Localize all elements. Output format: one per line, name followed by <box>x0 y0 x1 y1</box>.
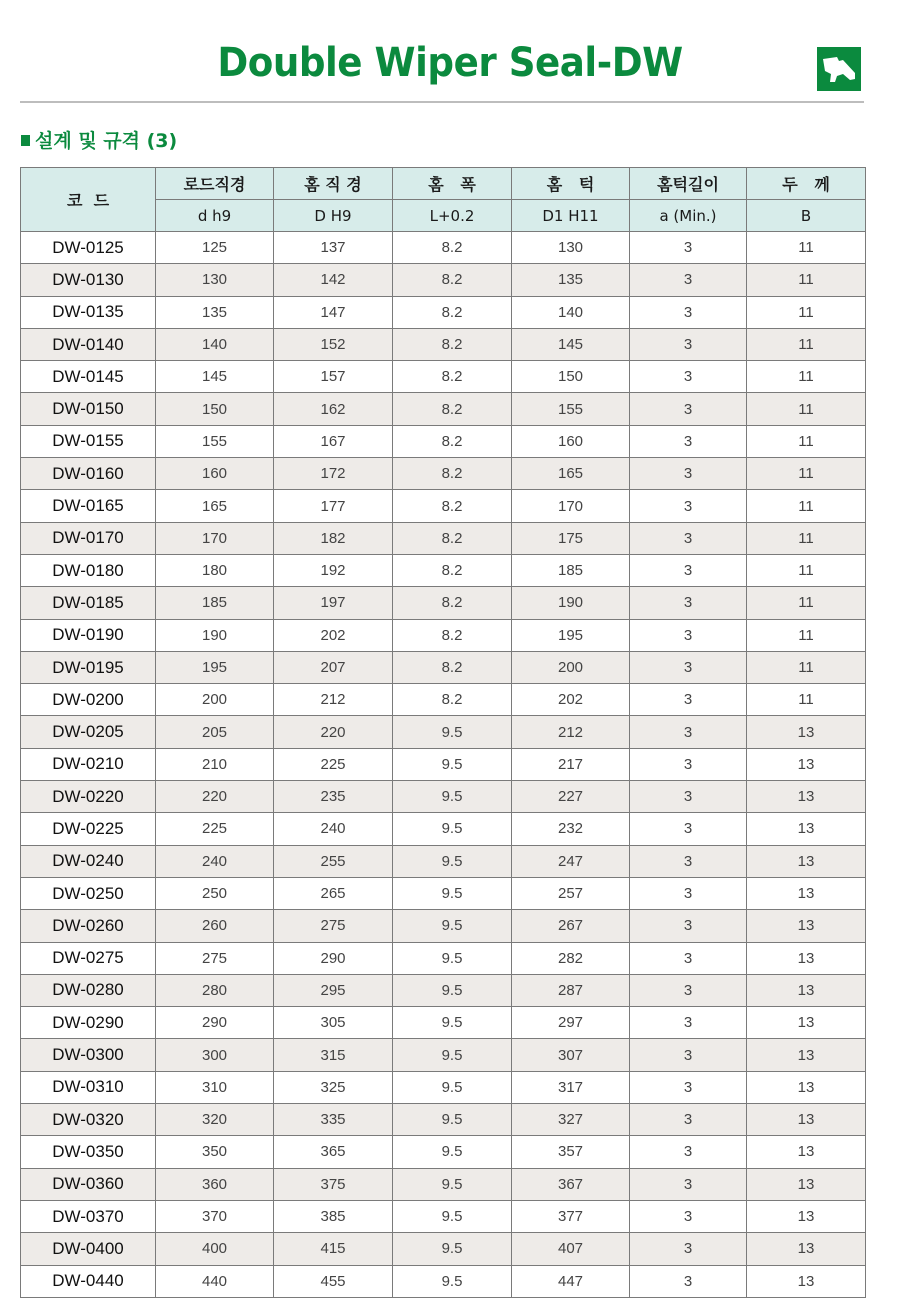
cell-groove-width: 8.2 <box>393 587 512 619</box>
cell-thickness: 11 <box>747 264 866 296</box>
cell-groove-diameter: 220 <box>274 716 393 748</box>
table-row <box>21 587 866 619</box>
cell-code: DW-0130 <box>21 264 156 296</box>
cell-groove-diameter: 207 <box>274 651 393 683</box>
cell-step-length: 3 <box>630 942 747 974</box>
cell-code: DW-0185 <box>21 587 156 619</box>
cell-thickness: 13 <box>747 1168 866 1200</box>
cell-groove-diameter: 385 <box>274 1200 393 1232</box>
cell-code: DW-0165 <box>21 490 156 522</box>
cell-code: DW-0125 <box>21 232 156 264</box>
cell-code: DW-0310 <box>21 1071 156 1103</box>
cell-thickness: 11 <box>747 522 866 554</box>
cell-thickness: 13 <box>747 1007 866 1039</box>
cell-groove-step: 165 <box>512 458 630 490</box>
table-body <box>21 232 866 1298</box>
cell-groove-step: 140 <box>512 296 630 328</box>
table-row <box>21 361 866 393</box>
cell-step-length: 3 <box>630 684 747 716</box>
page-title: Double Wiper Seal-DW <box>217 40 683 86</box>
table-row <box>21 942 866 974</box>
cell-code: DW-0135 <box>21 296 156 328</box>
table-row <box>21 1233 866 1265</box>
cell-groove-diameter: 177 <box>274 490 393 522</box>
cell-thickness: 11 <box>747 651 866 683</box>
table-row <box>21 522 866 554</box>
cell-code: DW-0320 <box>21 1104 156 1136</box>
cell-groove-step: 195 <box>512 619 630 651</box>
cell-groove-step: 135 <box>512 264 630 296</box>
cell-step-length: 3 <box>630 554 747 586</box>
seal-profile-icon <box>817 47 861 91</box>
table-row <box>21 1104 866 1136</box>
table-row <box>21 877 866 909</box>
header-groove-diameter: 홈 직 경 <box>274 168 393 200</box>
cell-step-length: 3 <box>630 619 747 651</box>
cell-groove-width: 8.2 <box>393 232 512 264</box>
cell-thickness: 11 <box>747 393 866 425</box>
header-row-top <box>21 168 866 200</box>
header-sub-B: B <box>747 200 866 232</box>
table-row <box>21 1007 866 1039</box>
cell-step-length: 3 <box>630 651 747 683</box>
cell-step-length: 3 <box>630 587 747 619</box>
cell-groove-step: 130 <box>512 232 630 264</box>
cell-groove-diameter: 142 <box>274 264 393 296</box>
cell-groove-width: 9.5 <box>393 1039 512 1071</box>
table-row <box>21 748 866 780</box>
cell-groove-width: 9.5 <box>393 1104 512 1136</box>
cell-rod-diameter: 125 <box>156 232 274 264</box>
cell-code: DW-0145 <box>21 361 156 393</box>
cell-thickness: 13 <box>747 1200 866 1232</box>
cell-step-length: 3 <box>630 1233 747 1265</box>
cell-step-length: 3 <box>630 1136 747 1168</box>
cell-groove-diameter: 315 <box>274 1039 393 1071</box>
cell-groove-step: 217 <box>512 748 630 780</box>
cell-groove-diameter: 275 <box>274 910 393 942</box>
cell-groove-width: 9.5 <box>393 1071 512 1103</box>
cell-groove-width: 9.5 <box>393 716 512 748</box>
cell-rod-diameter: 320 <box>156 1104 274 1136</box>
cell-groove-width: 8.2 <box>393 490 512 522</box>
cell-groove-step: 297 <box>512 1007 630 1039</box>
cell-groove-diameter: 162 <box>274 393 393 425</box>
cell-step-length: 3 <box>630 845 747 877</box>
header-sub-a-min: a (Min.) <box>630 200 747 232</box>
cell-rod-diameter: 165 <box>156 490 274 522</box>
cell-code: DW-0440 <box>21 1265 156 1297</box>
header-sub-L: L+0.2 <box>393 200 512 232</box>
cell-step-length: 3 <box>630 522 747 554</box>
cell-code: DW-0180 <box>21 554 156 586</box>
cell-rod-diameter: 290 <box>156 1007 274 1039</box>
cell-code: DW-0290 <box>21 1007 156 1039</box>
cell-groove-width: 8.2 <box>393 458 512 490</box>
cell-groove-width: 8.2 <box>393 522 512 554</box>
cell-step-length: 3 <box>630 781 747 813</box>
header-sub-D1-H11: D1 H11 <box>512 200 630 232</box>
cell-step-length: 3 <box>630 716 747 748</box>
cell-thickness: 11 <box>747 328 866 360</box>
cell-rod-diameter: 190 <box>156 619 274 651</box>
cell-thickness: 11 <box>747 490 866 522</box>
cell-thickness: 13 <box>747 910 866 942</box>
cell-step-length: 3 <box>630 328 747 360</box>
header-sub-d-h9: d h9 <box>156 200 274 232</box>
cell-groove-step: 287 <box>512 974 630 1006</box>
cell-thickness: 13 <box>747 813 866 845</box>
cell-thickness: 13 <box>747 1136 866 1168</box>
table-row <box>21 651 866 683</box>
cell-groove-diameter: 172 <box>274 458 393 490</box>
cell-rod-diameter: 205 <box>156 716 274 748</box>
cell-rod-diameter: 275 <box>156 942 274 974</box>
cell-rod-diameter: 160 <box>156 458 274 490</box>
cell-code: DW-0205 <box>21 716 156 748</box>
cell-rod-diameter: 225 <box>156 813 274 845</box>
cell-groove-diameter: 225 <box>274 748 393 780</box>
cell-groove-diameter: 212 <box>274 684 393 716</box>
table-row <box>21 296 866 328</box>
table-row <box>21 684 866 716</box>
cell-thickness: 13 <box>747 1039 866 1071</box>
cell-code: DW-0220 <box>21 781 156 813</box>
table-row <box>21 845 866 877</box>
cell-rod-diameter: 400 <box>156 1233 274 1265</box>
cell-step-length: 3 <box>630 1007 747 1039</box>
cell-groove-diameter: 255 <box>274 845 393 877</box>
cell-groove-step: 145 <box>512 328 630 360</box>
table-row <box>21 1071 866 1103</box>
cell-rod-diameter: 260 <box>156 910 274 942</box>
cell-groove-width: 9.5 <box>393 781 512 813</box>
table-row <box>21 1039 866 1071</box>
cell-rod-diameter: 280 <box>156 974 274 1006</box>
table-row <box>21 490 866 522</box>
cell-groove-diameter: 325 <box>274 1071 393 1103</box>
table-row <box>21 813 866 845</box>
cell-rod-diameter: 150 <box>156 393 274 425</box>
table-row <box>21 716 866 748</box>
cell-thickness: 13 <box>747 1265 866 1297</box>
cell-groove-width: 8.2 <box>393 393 512 425</box>
cell-groove-diameter: 365 <box>274 1136 393 1168</box>
cell-groove-step: 232 <box>512 813 630 845</box>
cell-step-length: 3 <box>630 232 747 264</box>
cell-groove-step: 267 <box>512 910 630 942</box>
cell-groove-step: 447 <box>512 1265 630 1297</box>
cell-code: DW-0150 <box>21 393 156 425</box>
cell-step-length: 3 <box>630 974 747 1006</box>
cell-rod-diameter: 350 <box>156 1136 274 1168</box>
cell-groove-step: 247 <box>512 845 630 877</box>
cell-groove-diameter: 157 <box>274 361 393 393</box>
cell-code: DW-0350 <box>21 1136 156 1168</box>
cell-step-length: 3 <box>630 1039 747 1071</box>
cell-groove-width: 8.2 <box>393 328 512 360</box>
cell-groove-diameter: 240 <box>274 813 393 845</box>
cell-code: DW-0170 <box>21 522 156 554</box>
cell-groove-step: 327 <box>512 1104 630 1136</box>
cell-thickness: 13 <box>747 1104 866 1136</box>
table-row <box>21 264 866 296</box>
cell-code: DW-0275 <box>21 942 156 974</box>
cell-groove-diameter: 202 <box>274 619 393 651</box>
cell-step-length: 3 <box>630 393 747 425</box>
cell-groove-step: 202 <box>512 684 630 716</box>
cell-thickness: 11 <box>747 587 866 619</box>
cell-groove-width: 8.2 <box>393 264 512 296</box>
cell-groove-step: 155 <box>512 393 630 425</box>
table-row <box>21 232 866 264</box>
header-thickness: 두 께 <box>747 168 866 200</box>
cell-groove-width: 9.5 <box>393 877 512 909</box>
bullet-square-icon <box>21 135 30 146</box>
cell-thickness: 11 <box>747 425 866 457</box>
cell-code: DW-0300 <box>21 1039 156 1071</box>
cell-step-length: 3 <box>630 1265 747 1297</box>
cell-groove-width: 8.2 <box>393 361 512 393</box>
cell-groove-diameter: 152 <box>274 328 393 360</box>
cell-code: DW-0370 <box>21 1200 156 1232</box>
cell-step-length: 3 <box>630 458 747 490</box>
cell-groove-step: 185 <box>512 554 630 586</box>
cell-groove-width: 9.5 <box>393 942 512 974</box>
cell-rod-diameter: 240 <box>156 845 274 877</box>
cell-code: DW-0260 <box>21 910 156 942</box>
cell-groove-step: 200 <box>512 651 630 683</box>
cell-groove-diameter: 265 <box>274 877 393 909</box>
cell-groove-diameter: 137 <box>274 232 393 264</box>
cell-groove-width: 9.5 <box>393 748 512 780</box>
cell-rod-diameter: 210 <box>156 748 274 780</box>
cell-groove-width: 8.2 <box>393 296 512 328</box>
cell-rod-diameter: 145 <box>156 361 274 393</box>
cell-groove-diameter: 235 <box>274 781 393 813</box>
cell-groove-step: 170 <box>512 490 630 522</box>
cell-code: DW-0155 <box>21 425 156 457</box>
cell-groove-diameter: 147 <box>274 296 393 328</box>
cell-groove-diameter: 182 <box>274 522 393 554</box>
cell-groove-diameter: 335 <box>274 1104 393 1136</box>
cell-code: DW-0360 <box>21 1168 156 1200</box>
cell-groove-diameter: 295 <box>274 974 393 1006</box>
cell-thickness: 11 <box>747 232 866 264</box>
cell-step-length: 3 <box>630 748 747 780</box>
cell-rod-diameter: 180 <box>156 554 274 586</box>
cell-step-length: 3 <box>630 1104 747 1136</box>
header-sub-D-H9: D H9 <box>274 200 393 232</box>
cell-rod-diameter: 135 <box>156 296 274 328</box>
cell-groove-step: 257 <box>512 877 630 909</box>
table-row <box>21 458 866 490</box>
cell-groove-step: 357 <box>512 1136 630 1168</box>
cell-groove-diameter: 192 <box>274 554 393 586</box>
cell-rod-diameter: 250 <box>156 877 274 909</box>
cell-rod-diameter: 195 <box>156 651 274 683</box>
header-groove-step: 홈 턱 <box>512 168 630 200</box>
cell-groove-diameter: 305 <box>274 1007 393 1039</box>
cell-groove-step: 160 <box>512 425 630 457</box>
cell-rod-diameter: 370 <box>156 1200 274 1232</box>
cell-step-length: 3 <box>630 1200 747 1232</box>
cell-groove-width: 9.5 <box>393 1168 512 1200</box>
cell-rod-diameter: 185 <box>156 587 274 619</box>
cell-groove-step: 307 <box>512 1039 630 1071</box>
table-row <box>21 781 866 813</box>
cell-rod-diameter: 300 <box>156 1039 274 1071</box>
cell-thickness: 13 <box>747 716 866 748</box>
cell-rod-diameter: 130 <box>156 264 274 296</box>
table-row <box>21 1200 866 1232</box>
cell-groove-diameter: 290 <box>274 942 393 974</box>
cell-groove-step: 227 <box>512 781 630 813</box>
cell-groove-width: 9.5 <box>393 1136 512 1168</box>
cell-groove-step: 175 <box>512 522 630 554</box>
cell-groove-width: 8.2 <box>393 684 512 716</box>
cell-groove-diameter: 375 <box>274 1168 393 1200</box>
cell-thickness: 13 <box>747 974 866 1006</box>
cell-code: DW-0195 <box>21 651 156 683</box>
table-row <box>21 619 866 651</box>
header-rod-diameter: 로드직경 <box>156 168 274 200</box>
table-row <box>21 1265 866 1297</box>
cell-step-length: 3 <box>630 1071 747 1103</box>
cell-groove-width: 9.5 <box>393 1007 512 1039</box>
cell-groove-width: 8.2 <box>393 619 512 651</box>
cell-groove-width: 9.5 <box>393 974 512 1006</box>
spec-table <box>20 167 866 1298</box>
table-row <box>21 393 866 425</box>
cell-groove-step: 317 <box>512 1071 630 1103</box>
cell-thickness: 11 <box>747 296 866 328</box>
cell-groove-step: 367 <box>512 1168 630 1200</box>
cell-step-length: 3 <box>630 490 747 522</box>
cell-rod-diameter: 360 <box>156 1168 274 1200</box>
cell-thickness: 13 <box>747 748 866 780</box>
table-row <box>21 425 866 457</box>
cell-step-length: 3 <box>630 1168 747 1200</box>
cell-step-length: 3 <box>630 425 747 457</box>
cell-groove-diameter: 415 <box>274 1233 393 1265</box>
cell-groove-diameter: 455 <box>274 1265 393 1297</box>
cell-step-length: 3 <box>630 296 747 328</box>
cell-code: DW-0210 <box>21 748 156 780</box>
cell-groove-step: 377 <box>512 1200 630 1232</box>
title-divider <box>20 101 864 103</box>
cell-code: DW-0250 <box>21 877 156 909</box>
cell-step-length: 3 <box>630 877 747 909</box>
cell-rod-diameter: 200 <box>156 684 274 716</box>
cell-groove-step: 212 <box>512 716 630 748</box>
cell-groove-width: 9.5 <box>393 1233 512 1265</box>
table-row <box>21 1168 866 1200</box>
cell-rod-diameter: 440 <box>156 1265 274 1297</box>
cell-code: DW-0200 <box>21 684 156 716</box>
section-heading <box>21 126 177 153</box>
cell-groove-diameter: 167 <box>274 425 393 457</box>
cell-thickness: 11 <box>747 554 866 586</box>
cell-rod-diameter: 140 <box>156 328 274 360</box>
cell-groove-step: 150 <box>512 361 630 393</box>
cell-code: DW-0140 <box>21 328 156 360</box>
cell-groove-width: 9.5 <box>393 813 512 845</box>
cell-groove-width: 9.5 <box>393 1200 512 1232</box>
table-row <box>21 910 866 942</box>
cell-rod-diameter: 170 <box>156 522 274 554</box>
cell-groove-width: 8.2 <box>393 425 512 457</box>
cell-thickness: 11 <box>747 361 866 393</box>
table-row <box>21 328 866 360</box>
cell-step-length: 3 <box>630 361 747 393</box>
cell-groove-width: 9.5 <box>393 845 512 877</box>
header-code: 코 드 <box>21 168 156 232</box>
table-row <box>21 1136 866 1168</box>
cell-thickness: 13 <box>747 781 866 813</box>
cell-step-length: 3 <box>630 910 747 942</box>
cell-thickness: 13 <box>747 877 866 909</box>
cell-groove-width: 8.2 <box>393 554 512 586</box>
cell-groove-width: 9.5 <box>393 1265 512 1297</box>
cell-step-length: 3 <box>630 264 747 296</box>
cell-code: DW-0190 <box>21 619 156 651</box>
table-row <box>21 554 866 586</box>
cell-groove-step: 407 <box>512 1233 630 1265</box>
cell-groove-width: 9.5 <box>393 910 512 942</box>
section-title: 설계 및 규격 (3) <box>35 130 178 152</box>
header-step-length: 홈턱길이 <box>630 168 747 200</box>
cell-groove-step: 190 <box>512 587 630 619</box>
cell-rod-diameter: 220 <box>156 781 274 813</box>
cell-thickness: 13 <box>747 1233 866 1265</box>
cell-groove-step: 282 <box>512 942 630 974</box>
cell-groove-diameter: 197 <box>274 587 393 619</box>
cell-code: DW-0240 <box>21 845 156 877</box>
cell-step-length: 3 <box>630 813 747 845</box>
cell-thickness: 13 <box>747 845 866 877</box>
cell-thickness: 13 <box>747 1071 866 1103</box>
cell-code: DW-0160 <box>21 458 156 490</box>
cell-thickness: 11 <box>747 619 866 651</box>
table-row <box>21 974 866 1006</box>
cell-code: DW-0280 <box>21 974 156 1006</box>
cell-thickness: 11 <box>747 684 866 716</box>
cell-thickness: 13 <box>747 942 866 974</box>
header-groove-width: 홈 폭 <box>393 168 512 200</box>
cell-rod-diameter: 310 <box>156 1071 274 1103</box>
cell-groove-width: 8.2 <box>393 651 512 683</box>
cell-code: DW-0400 <box>21 1233 156 1265</box>
cell-code: DW-0225 <box>21 813 156 845</box>
cell-rod-diameter: 155 <box>156 425 274 457</box>
cell-thickness: 11 <box>747 458 866 490</box>
